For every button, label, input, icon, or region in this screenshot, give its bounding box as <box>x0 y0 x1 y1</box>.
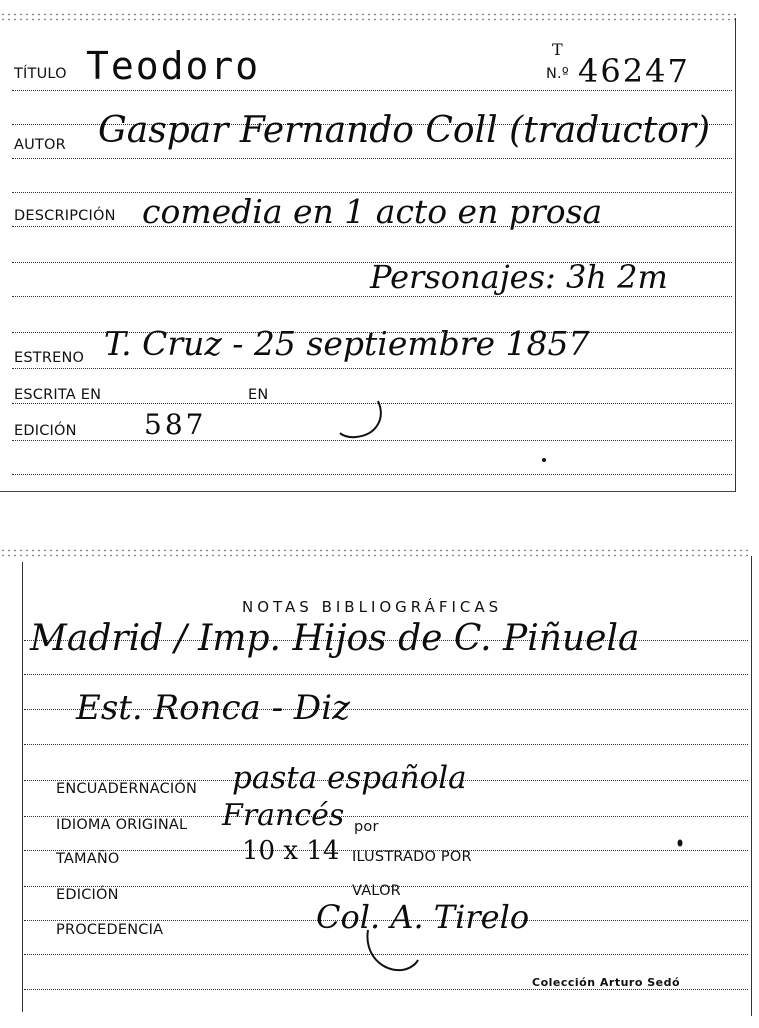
stamp-mark <box>362 920 424 976</box>
notas-line-2: Est. Ronca - Diz <box>76 688 350 728</box>
rule-line <box>12 474 732 475</box>
card-bottom-edge <box>0 491 736 492</box>
card-left-edge <box>22 562 23 1012</box>
escrita-en-label: ESCRITA EN <box>14 387 102 403</box>
edicion-value: 587 <box>144 408 207 441</box>
encuadernacion-value: pasta española <box>232 760 467 796</box>
en-label: EN <box>248 387 269 403</box>
rule-line <box>24 674 748 675</box>
estreno-label: ESTRENO <box>14 350 85 366</box>
tamano-label: TAMAÑO <box>56 851 120 867</box>
coleccion-footer: Colección Arturo Sedó <box>532 976 681 989</box>
estreno-value: T. Cruz - 25 septiembre 1857 <box>104 324 590 363</box>
procedencia-label: PROCEDENCIA <box>56 922 164 938</box>
rule-line <box>12 158 732 159</box>
autor-value: Gaspar Fernando Coll (traductor) <box>98 110 711 151</box>
procedencia-value: Col. A. Tirelo <box>316 898 530 936</box>
ink-dot <box>676 838 684 848</box>
autor-label: AUTOR <box>14 137 66 153</box>
ink-dot <box>540 456 548 464</box>
rule-line <box>24 744 748 745</box>
stamp-mark <box>330 395 390 443</box>
card-top-edge <box>0 12 736 22</box>
encuadernacion-label: ENCUADERNACIÓN <box>56 781 198 797</box>
idioma-original-value: Francés <box>222 798 345 833</box>
notas-line-1: Madrid / Imp. Hijos de C. Piñuela <box>30 618 640 659</box>
card-top-edge <box>0 548 752 558</box>
edicion-label: EDICIÓN <box>14 423 77 439</box>
titulo-value: Teodoro <box>86 44 261 88</box>
card-right-edge <box>735 18 736 492</box>
numero-prefix: T <box>552 40 563 59</box>
descripcion-label: DESCRIPCIÓN <box>14 208 116 224</box>
valor-label: VALOR <box>352 883 401 899</box>
rule-line <box>24 989 748 990</box>
tamano-value: 10 x 14 <box>242 836 340 866</box>
ilustrado-por-label: ILUSTRADO POR <box>352 849 472 865</box>
titulo-label: TÍTULO <box>14 66 67 82</box>
catalog-card-front <box>0 0 736 492</box>
por-label: por <box>354 819 379 835</box>
edicion-label: EDICIÓN <box>56 887 119 903</box>
notas-heading: NOTAS BIBLIOGRÁFICAS <box>242 598 503 616</box>
numero-label: N.º <box>546 66 569 82</box>
idioma-original-label: IDIOMA ORIGINAL <box>56 817 188 833</box>
rule-line <box>12 296 732 297</box>
card-right-edge <box>751 556 752 1016</box>
rule-line <box>12 368 732 369</box>
descripcion-value: comedia en 1 acto en prosa <box>142 192 603 231</box>
rule-line <box>12 90 732 91</box>
personajes-value: Personajes: 3h 2m <box>370 258 668 296</box>
catalog-card-back <box>0 548 752 1020</box>
numero-value: 46247 <box>578 52 690 90</box>
